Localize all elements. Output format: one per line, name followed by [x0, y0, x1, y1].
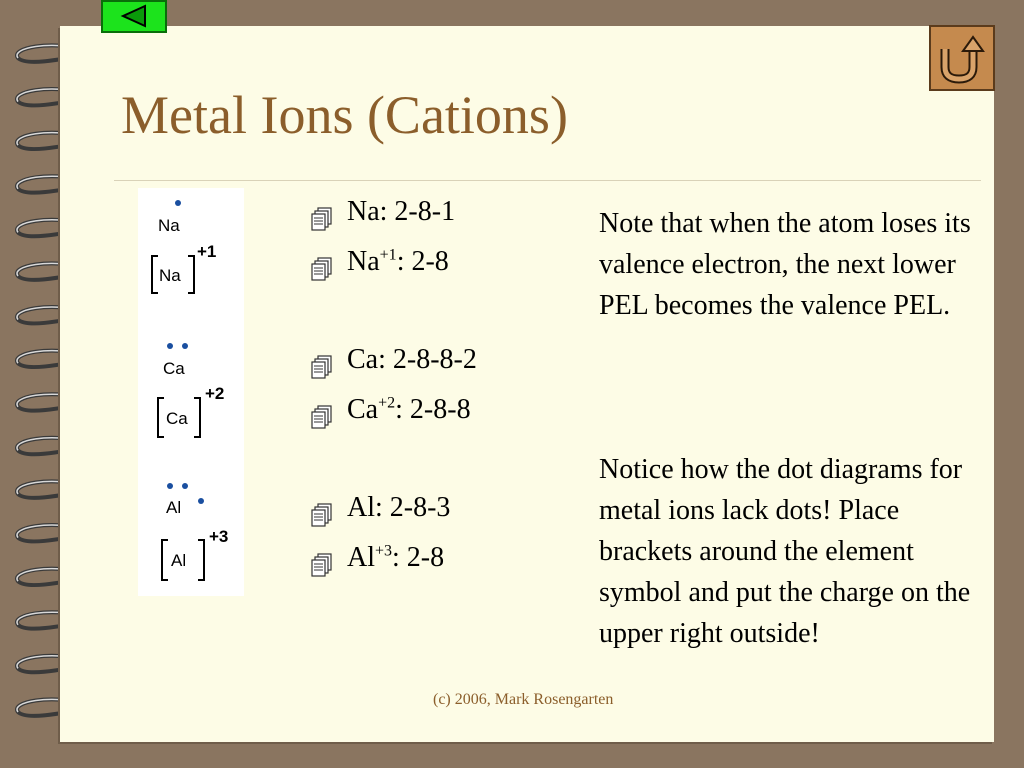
page-title: Metal Ions (Cations) — [121, 85, 568, 145]
ion-charge: +3 — [209, 527, 229, 546]
dot-diagram-ca — [158, 343, 224, 437]
ion-symbol: Al — [171, 551, 187, 570]
notebook-bullet-icon — [310, 502, 334, 536]
element-symbol: Al — [347, 542, 375, 573]
element-symbol: Ca — [347, 344, 379, 375]
atom-symbol: Al — [166, 498, 182, 517]
ion-charge: +3 — [375, 542, 393, 560]
return-button[interactable] — [929, 25, 995, 91]
notebook-bullet-icon — [310, 552, 334, 586]
element-symbol: Ca — [347, 394, 379, 425]
configuration: : 2-8 — [392, 542, 445, 573]
ion-charge: +1 — [197, 242, 217, 261]
configuration: : 2-8-8 — [395, 394, 471, 425]
notebook-bullet-icon — [310, 404, 334, 438]
ion-charge: +1 — [379, 246, 397, 264]
title-divider — [114, 180, 981, 181]
ion-charge: +2 — [378, 394, 396, 412]
left-triangle-icon — [103, 2, 165, 31]
configuration: : 2-8-8-2 — [378, 344, 477, 375]
ion-symbol: Na — [159, 266, 181, 285]
notebook-bullet-icon — [310, 256, 334, 290]
dot-diagram-na — [152, 200, 216, 293]
element-symbol: Na — [347, 196, 380, 227]
electron-dot-diagrams — [138, 188, 244, 596]
element-symbol: Na — [347, 246, 380, 277]
configuration: : 2-8 — [396, 246, 449, 277]
note-brackets: Notice how the dot diagrams for metal ions lack dots! Place brackets around the element symbol and put the charge on the upper right outside! — [599, 454, 971, 649]
note-valence: Note that when the atom loses its valence electron, the next lower PEL becomes the valence PEL. — [599, 208, 971, 321]
configuration: : 2-8-3 — [375, 492, 451, 523]
atom-symbol: Ca — [163, 359, 185, 378]
u-turn-arrow-icon — [931, 27, 993, 89]
copyright-footer: (c) 2006, Mark Rosengarten — [433, 691, 614, 708]
notebook-bullet-icon — [310, 206, 334, 240]
notebook-bullet-icon — [310, 354, 334, 388]
configuration: : 2-8-1 — [379, 196, 456, 227]
back-button[interactable] — [101, 0, 167, 33]
ion-charge: +2 — [205, 384, 225, 403]
dot-diagram-al — [162, 483, 228, 580]
atom-symbol: Na — [158, 216, 180, 235]
ion-symbol: Ca — [166, 409, 188, 428]
element-symbol: Al — [347, 492, 375, 523]
